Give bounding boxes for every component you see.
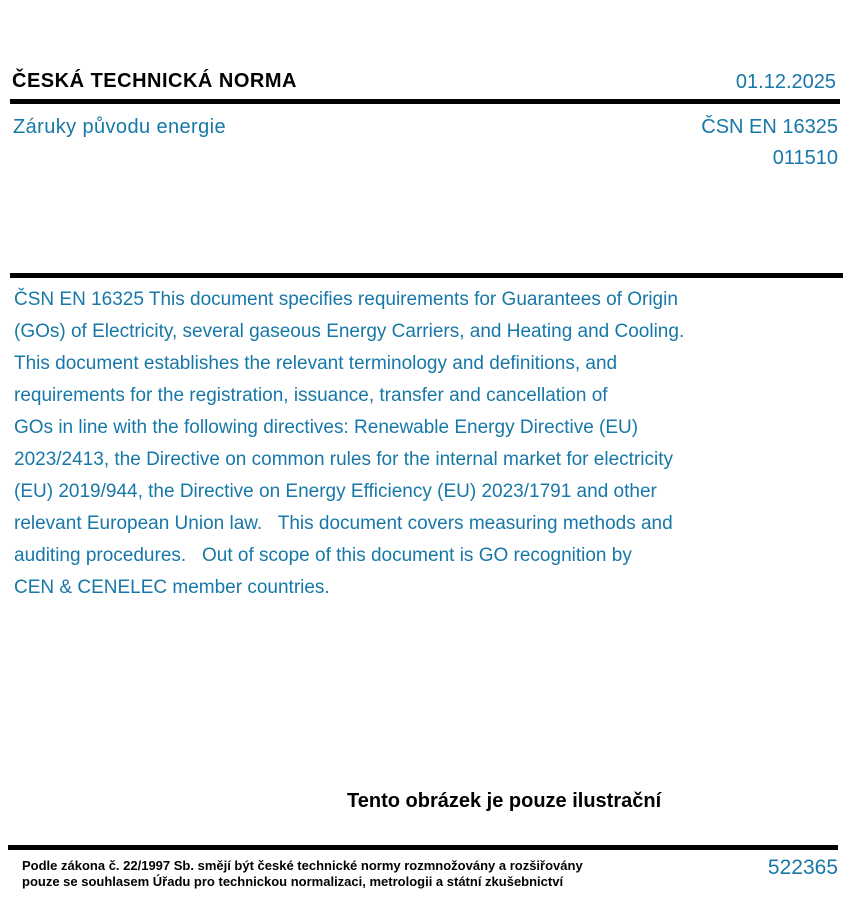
classification-code: 011510	[772, 147, 838, 169]
abstract-line: ČSN EN 16325 This document specifies requirements for Guarantees of Origin	[14, 289, 678, 310]
abstract-line: requirements for the registration, issuance, transfer and cancellation of	[14, 385, 608, 406]
abstract-line: auditing procedures. Out of scope of this document is GO recognition by	[14, 545, 632, 566]
abstract-line: GOs in line with the following directives: Renewable Energy Directive (EU)	[14, 417, 639, 438]
abstract-line: (EU) 2019/944, the Directive on Energy Efficiency (EU) 2023/1791 and other	[14, 481, 657, 502]
abstract-line: (GOs) of Electricity, several gaseous Energy Carriers, and Heating and Cooling.	[14, 321, 685, 342]
abstract-line: relevant European Union law. This document covers measuring methods and	[14, 513, 673, 534]
footer-legal-notice	[22, 858, 583, 889]
abstract-text	[14, 284, 814, 604]
abstract-line: CEN & CENELEC member countries.	[14, 577, 330, 598]
footer-divider-rule	[8, 845, 838, 850]
catalog-number: 522365	[767, 856, 838, 879]
footer-legal-line-1: Podle zákona č. 22/1997 Sb. smějí být české technické normy rozmnožovány a rozšiřovány	[22, 858, 583, 873]
page-title: ČESKÁ TECHNICKÁ NORMA	[12, 70, 297, 92]
issue-date: 01.12.2025	[735, 71, 836, 93]
illustration-disclaimer: Tento obrázek je pouze ilustrační	[347, 790, 662, 812]
standard-code: ČSN EN 16325	[701, 116, 838, 138]
standard-subject: Záruky původu energie	[13, 116, 226, 138]
footer-legal-line-2: pouze se souhlasem Úřadu pro technickou normalizaci, metrologii a státní zkušebnictví	[22, 873, 564, 889]
header-divider-rule	[10, 99, 840, 104]
abstract-divider-rule	[10, 273, 843, 278]
abstract-line: This document establishes the relevant terminology and definitions, and	[14, 353, 618, 374]
abstract-line: 2023/2413, the Directive on common rules for the internal market for electricity	[14, 449, 673, 470]
